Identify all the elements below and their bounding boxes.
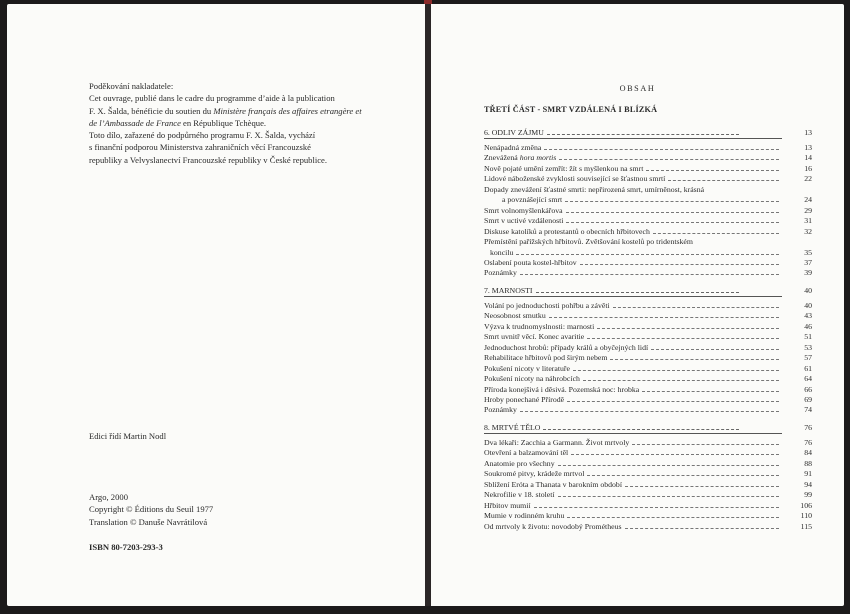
toc-entry <box>484 469 812 479</box>
entry-title <box>484 185 704 195</box>
leader-dots <box>558 490 779 497</box>
entry-text: Jednoduchost hrobů: případy králů a obyčejných lidí <box>484 342 649 352</box>
page-number: 31 <box>804 216 812 226</box>
leader-dots <box>534 501 779 508</box>
toc-entry <box>484 205 812 216</box>
leader-dots <box>567 395 779 402</box>
toc-entry <box>484 479 812 490</box>
leader-dots <box>547 127 739 135</box>
entry-text: Hroby ponechané Přírodě <box>484 394 565 404</box>
toc-entry <box>484 257 812 268</box>
entry-text: hora mortis <box>519 153 557 163</box>
entry-title <box>484 438 629 448</box>
leader-dots <box>516 248 779 255</box>
entry-title <box>502 195 562 205</box>
left-page <box>7 4 425 606</box>
chapter-title: 7. MARNOSTI <box>484 285 533 295</box>
entry-text: Mumie v rodinném kruhu <box>484 511 565 521</box>
toc-entry <box>484 342 812 353</box>
leader-dots <box>566 206 779 213</box>
page-number: 39 <box>804 268 812 278</box>
leader-dots <box>565 195 779 202</box>
page-number: 37 <box>804 257 812 267</box>
entry-title <box>484 311 546 321</box>
entry-text: Dopady znevážení šťastné smrti: nepřirozená smrt, umírněnost, krásná <box>484 184 705 194</box>
entry-title <box>484 405 517 415</box>
entry-text: Dva lékaři: Zacchia a Garmann. Život mrtvoly <box>484 437 630 447</box>
leader-dots <box>625 522 779 529</box>
entry-text: Smrt uvnitř věcí. Konec avaritie <box>484 332 585 342</box>
leader-dots <box>610 353 779 360</box>
credits-text: Poděkování nakladatele: <box>89 81 174 91</box>
entry-text: Rehabilitace hřbitovů pod širým nebem <box>484 353 608 363</box>
entry-text: Přemístění pařížských hřbitovů. Zvětšování kostelů po tridentském <box>484 237 693 247</box>
toc-entry <box>484 384 812 395</box>
entry-text: Pokušení nicoty na náhrobcích <box>484 374 580 384</box>
toc-entry <box>484 153 812 163</box>
leader-dots <box>573 364 779 371</box>
toc-entry <box>484 363 812 374</box>
right-page <box>431 4 844 606</box>
leader-dots <box>583 374 779 381</box>
toc-chapter-heading <box>484 127 812 139</box>
entry-text: Příroda konejšivá i děsivá. Pozemská noc: hrobka <box>484 384 640 394</box>
leader-dots <box>587 469 779 476</box>
page-number: 46 <box>804 321 812 331</box>
page-number: 106 <box>800 500 812 510</box>
page-number: 61 <box>804 363 812 373</box>
entry-title <box>484 164 643 174</box>
entry-title <box>484 322 594 332</box>
entry-title <box>484 237 693 247</box>
toc-entry <box>484 437 812 448</box>
toc-entry <box>484 405 812 415</box>
leader-dots <box>567 511 779 518</box>
page-number: 74 <box>804 405 812 415</box>
entry-text: Poznámky <box>484 405 517 415</box>
page-number: 88 <box>804 458 812 468</box>
toc-entry <box>484 268 812 278</box>
toc-entry <box>484 321 812 332</box>
leader-dots <box>632 438 779 445</box>
imprint-line: Argo, 2000 <box>89 492 128 502</box>
entry-title <box>484 480 622 490</box>
credits-text: Toto dílo, zařazené do podpůrného programu F. X. Šalda, vychází <box>89 130 316 141</box>
leader-dots <box>668 174 779 181</box>
contents-heading: OBSAH <box>619 84 656 93</box>
page-number: 43 <box>804 311 812 321</box>
entry-title <box>484 258 577 268</box>
entry-text: Nenápadná změna <box>484 143 542 152</box>
toc-entry <box>484 237 812 258</box>
leader-dots <box>536 285 739 293</box>
entry-title <box>484 153 556 163</box>
page-number: 13 <box>804 143 812 152</box>
leader-dots <box>566 216 779 223</box>
toc-entry <box>484 332 812 342</box>
toc-entry <box>484 353 812 363</box>
chapter-title: 8. MRTVÉ TĚLO <box>484 422 541 432</box>
toc-entry <box>484 500 812 511</box>
toc-entry <box>484 174 812 184</box>
entry-title <box>490 248 513 258</box>
leader-dots <box>587 332 779 339</box>
copyright-imprint <box>89 491 213 528</box>
entry-text: Soukromé pitvy, krádeže mrtvol <box>484 469 585 479</box>
entry-title <box>484 332 584 342</box>
page-number: 99 <box>804 490 812 500</box>
chapter-title: 6. ODLIV ZÁJMU <box>484 128 544 137</box>
page-number: 64 <box>804 374 812 384</box>
page-number: 24 <box>804 195 812 205</box>
entry-text: Otevření a balzamování těl <box>484 448 569 458</box>
entry-title <box>484 469 584 479</box>
credits-text: en République Tchèque. <box>180 117 267 128</box>
toc-entry <box>484 374 812 384</box>
entry-title <box>484 385 639 395</box>
toc-entry <box>484 300 812 311</box>
entry-text: Nově pojaté umění zemřít: žít s myšlenkou na smrt <box>484 163 644 173</box>
entry-title <box>484 206 563 216</box>
page-number: 35 <box>804 247 812 257</box>
page-number: 13 <box>804 128 812 137</box>
leader-dots <box>571 448 779 455</box>
page-number: 57 <box>804 353 812 363</box>
toc-entry <box>484 394 812 405</box>
page-number: 84 <box>804 448 812 458</box>
page-number: 51 <box>804 332 812 342</box>
entry-text: Diskuse katolíků a protestantů o obecních hřbitovech <box>484 226 650 236</box>
leader-dots <box>549 311 779 318</box>
part-title: TŘETÍ ČÁST - SMRT VZDÁLENÁ I BLÍZKÁ <box>484 105 658 114</box>
page-number: 69 <box>804 394 812 404</box>
page-number: 115 <box>800 521 812 531</box>
credits-line <box>89 117 389 129</box>
credits-line <box>89 154 389 166</box>
entry-text: Od mrtvoly k životu: novodobý Prométheus <box>484 521 622 531</box>
toc-entry <box>484 521 812 532</box>
toc-entry <box>484 458 812 469</box>
entry-text: Nekrofilie v 18. století <box>484 490 555 500</box>
toc-entry <box>484 163 812 174</box>
page-number: 16 <box>804 163 812 173</box>
toc-entry <box>484 184 812 206</box>
credits-text: s finanční podporou Ministerstva zahraničních věcí Francouzské <box>89 142 311 153</box>
entry-text: Pokušení nicoty v literatuře <box>484 363 570 373</box>
page-number: 29 <box>804 205 812 215</box>
entry-title <box>484 511 564 521</box>
leader-dots <box>544 143 779 150</box>
credits-line <box>89 105 389 117</box>
entry-title <box>484 522 622 532</box>
leader-dots <box>558 459 779 466</box>
leader-dots <box>580 258 779 265</box>
entry-text: a povznášející smrt <box>502 195 563 205</box>
table-of-contents <box>484 127 812 538</box>
entry-title <box>484 268 517 278</box>
credits-text: Cet ouvrage, publié dans le cadre du programme d’aide à la publication <box>89 93 335 104</box>
credits-line <box>89 141 389 153</box>
toc-entry <box>484 143 812 153</box>
page-number: 14 <box>804 153 812 163</box>
entry-title <box>484 490 555 500</box>
entry-title <box>484 174 665 184</box>
entry-title <box>484 343 648 353</box>
toc-entry <box>484 216 812 226</box>
page-number: 76 <box>804 437 812 447</box>
publisher-acknowledgement <box>89 80 389 166</box>
entry-text: koncilu <box>490 247 514 257</box>
leader-dots <box>520 268 779 275</box>
credits-line <box>89 92 389 104</box>
toc-entry <box>484 226 812 237</box>
page-number: 22 <box>804 174 812 184</box>
page-number: 40 <box>804 300 812 310</box>
toc-chapter-heading <box>484 285 812 297</box>
toc-chapter-heading <box>484 422 812 434</box>
entry-text: Neosobnost smutku <box>484 311 546 321</box>
leader-dots <box>597 322 779 329</box>
leader-dots <box>613 301 779 308</box>
page-number: 32 <box>804 226 812 236</box>
entry-text: Poznámky <box>484 268 517 278</box>
imprint-line: Copyright © Éditions du Seuil 1977 <box>89 504 214 515</box>
leader-dots <box>653 227 779 234</box>
leader-dots <box>646 164 779 171</box>
credits-text: de l’Ambassade de France <box>89 117 181 128</box>
entry-title <box>484 353 607 363</box>
credits-text: Ministère français des affaires etrangère et <box>213 105 362 116</box>
leader-dots <box>651 343 779 350</box>
entry-text: Znevážená <box>484 153 520 163</box>
entry-text: Volání po jednoduchosti pohřbu a závěti <box>484 300 610 310</box>
toc-entry <box>484 448 812 458</box>
page-number: 94 <box>804 479 812 489</box>
leader-dots <box>520 405 779 412</box>
entry-title <box>484 459 555 469</box>
entry-title <box>484 301 610 311</box>
leader-dots <box>559 153 779 160</box>
entry-text: Smrt volnomyšlenkářova <box>484 205 563 215</box>
entry-title <box>484 448 568 458</box>
entry-title <box>484 216 563 226</box>
toc-entry <box>484 490 812 500</box>
leader-dots <box>642 385 779 392</box>
page-number: 40 <box>804 285 812 295</box>
entry-text: Výzva k trudnomyslnosti: marnosti <box>484 321 595 331</box>
leader-dots <box>543 422 739 430</box>
leader-dots <box>625 480 779 487</box>
credits-line <box>89 129 389 141</box>
credits-line <box>89 80 389 92</box>
entry-title <box>484 227 650 237</box>
toc-entry <box>484 311 812 321</box>
imprint-line: Translation © Danuše Navrátilová <box>89 516 208 527</box>
credits-text: republiky a Velvyslanectví Francouzské republiky v České republice. <box>89 154 328 165</box>
page-number: 66 <box>804 384 812 394</box>
entry-title <box>484 395 564 405</box>
entry-text: Sblížení Eróta a Thanata v barokním období <box>484 479 622 489</box>
entry-text: Hřbitov mumií <box>484 500 531 510</box>
entry-text: Lidové náboženské zvyklosti související se šťastnou smrtí <box>484 174 666 184</box>
series-editor: Edici řídí Martin Nodl <box>89 431 167 441</box>
page-number: 76 <box>804 422 812 432</box>
entry-text: Anatomie pro všechny <box>484 458 555 468</box>
entry-title <box>484 143 541 153</box>
entry-title <box>484 501 531 511</box>
entry-title <box>484 374 580 384</box>
entry-text: Oslabení pouta kostel-hřbitov <box>484 257 577 267</box>
page-number: 53 <box>804 342 812 352</box>
credits-text: F. X. Šalda, bénéficie du soutien du <box>89 105 214 116</box>
isbn: ISBN 80-7203-293-3 <box>89 542 163 552</box>
entry-title <box>484 364 570 374</box>
entry-text: Smrt v uctivé vzdálenosti <box>484 216 564 226</box>
page-number: 110 <box>800 511 812 521</box>
page-number: 91 <box>804 469 812 479</box>
toc-entry <box>484 511 812 521</box>
